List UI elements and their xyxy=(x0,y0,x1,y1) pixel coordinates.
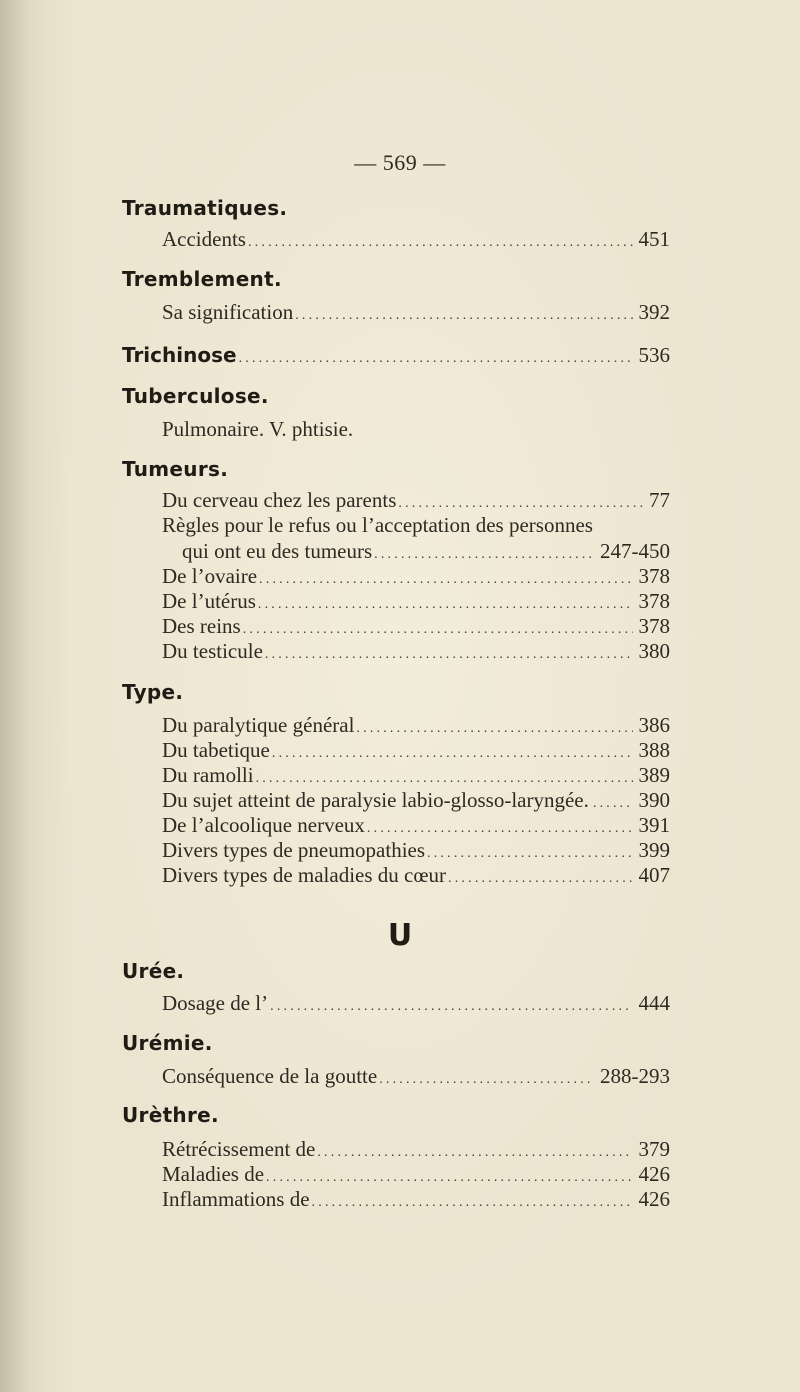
index-entry-dosage xyxy=(162,990,670,1016)
entry-label: Du tabetique xyxy=(162,738,270,762)
index-entry-trichinose xyxy=(122,342,670,368)
index-entry-testicule xyxy=(162,638,670,664)
heading-tremblement: Tremblement. xyxy=(122,267,282,291)
entry-label: Conséquence de la goutte xyxy=(162,1064,378,1088)
entry-label: De l’utérus xyxy=(162,589,256,613)
entry-label: Divers types de pneumopathies xyxy=(162,838,426,862)
entry-label: Du testicule xyxy=(162,639,263,663)
index-entry-regles-cont xyxy=(182,538,670,564)
entry-page: 399 xyxy=(638,838,670,862)
entry-label: De l’ovaire xyxy=(162,564,258,588)
entry-label: Inflammations de xyxy=(162,1187,310,1211)
entry-label: De l’alcoolique nerveux xyxy=(162,813,365,837)
index-entry-inflammations xyxy=(162,1186,670,1212)
dot-leader xyxy=(239,346,633,372)
entry-page: 392 xyxy=(638,300,670,324)
entry-label: Des reins xyxy=(162,614,241,638)
index-entry-signification xyxy=(162,299,670,325)
dot-leader xyxy=(248,230,633,256)
entry-page: 451 xyxy=(638,227,670,251)
entry-page: 426 xyxy=(638,1187,670,1211)
dot-leader xyxy=(448,866,632,892)
dot-leader xyxy=(312,1190,633,1216)
entry-label: Maladies de xyxy=(162,1162,265,1186)
dot-leader xyxy=(379,1067,594,1093)
dot-leader xyxy=(270,994,632,1020)
index-entry-pneumopathies xyxy=(162,837,670,863)
entry-page: 426 xyxy=(638,1162,670,1186)
heading-tuberculose: Tuberculose. xyxy=(122,384,269,408)
entry-page: 379 xyxy=(638,1137,670,1161)
index-entry-uterus xyxy=(162,588,670,614)
heading-tumeurs: Tumeurs. xyxy=(122,457,229,481)
entry-page: 444 xyxy=(638,991,670,1015)
index-entry-regles: Règles pour le refus ou l’acceptation des personnes xyxy=(162,513,593,537)
entry-page: 407 xyxy=(638,863,670,887)
entry-label: Du ramolli xyxy=(162,763,254,787)
index-entry-ovaire xyxy=(162,563,670,589)
entry-page: 389 xyxy=(638,763,670,787)
entry-page: 378 xyxy=(638,589,670,613)
entry-page: 390 xyxy=(638,788,670,812)
entry-label: qui ont eu des tumeurs xyxy=(182,539,373,563)
entry-label: Sa signification xyxy=(162,300,294,324)
entry-page: 536 xyxy=(638,343,670,367)
entry-page: 77 xyxy=(649,488,670,512)
index-entry-tabetique xyxy=(162,737,670,763)
index-entry-reins xyxy=(162,613,670,639)
heading-urethre: Urèthre. xyxy=(122,1103,219,1127)
heading-trichinose: Trichinose xyxy=(122,343,237,367)
entry-page: 386 xyxy=(638,713,670,737)
entry-label: Divers types de maladies du cœur xyxy=(162,863,447,887)
index-entry-paralytique xyxy=(162,712,670,738)
heading-uree: Urée. xyxy=(122,959,185,983)
heading-traumatiques: Traumatiques. xyxy=(122,196,288,220)
entry-label: Dosage de l’ xyxy=(162,991,269,1015)
index-entry-accidents xyxy=(162,226,670,252)
index-entry-goutte xyxy=(162,1063,670,1089)
index-entry-maladies xyxy=(162,1161,670,1187)
index-entry-retrecissement xyxy=(162,1136,670,1162)
index-entry-cerveau xyxy=(162,487,670,513)
entry-page: 378 xyxy=(638,564,670,588)
entry-page: 391 xyxy=(638,813,670,837)
page-number: — 569 — xyxy=(354,150,446,175)
dot-leader xyxy=(295,303,632,329)
entry-page: 247-450 xyxy=(600,539,670,563)
heading-uremie: Urémie. xyxy=(122,1031,213,1055)
index-entry-coeur xyxy=(162,862,670,888)
index-entry-ramolli xyxy=(162,762,670,788)
entry-label: Du sujet atteint de paralysie labio-glosso-laryngée. xyxy=(162,788,589,812)
entry-page: 288-293 xyxy=(600,1064,670,1088)
dot-leader xyxy=(265,642,633,668)
index-entry-alcoolique xyxy=(162,812,670,838)
entry-label: Accidents xyxy=(162,227,246,251)
entry-label: Rétrécissement de xyxy=(162,1137,316,1161)
entry-page: 388 xyxy=(638,738,670,762)
entry-label: Du paralytique général xyxy=(162,713,355,737)
heading-type: Type. xyxy=(122,680,184,704)
entry-page: 380 xyxy=(638,639,670,663)
entry-page: 378 xyxy=(638,614,670,638)
section-letter: U xyxy=(387,918,413,953)
entry-label: Du cerveau chez les parents xyxy=(162,488,397,512)
index-entry-paralysie xyxy=(162,787,670,813)
index-entry-pulmonaire: Pulmonaire. V. phtisie. xyxy=(162,417,354,441)
